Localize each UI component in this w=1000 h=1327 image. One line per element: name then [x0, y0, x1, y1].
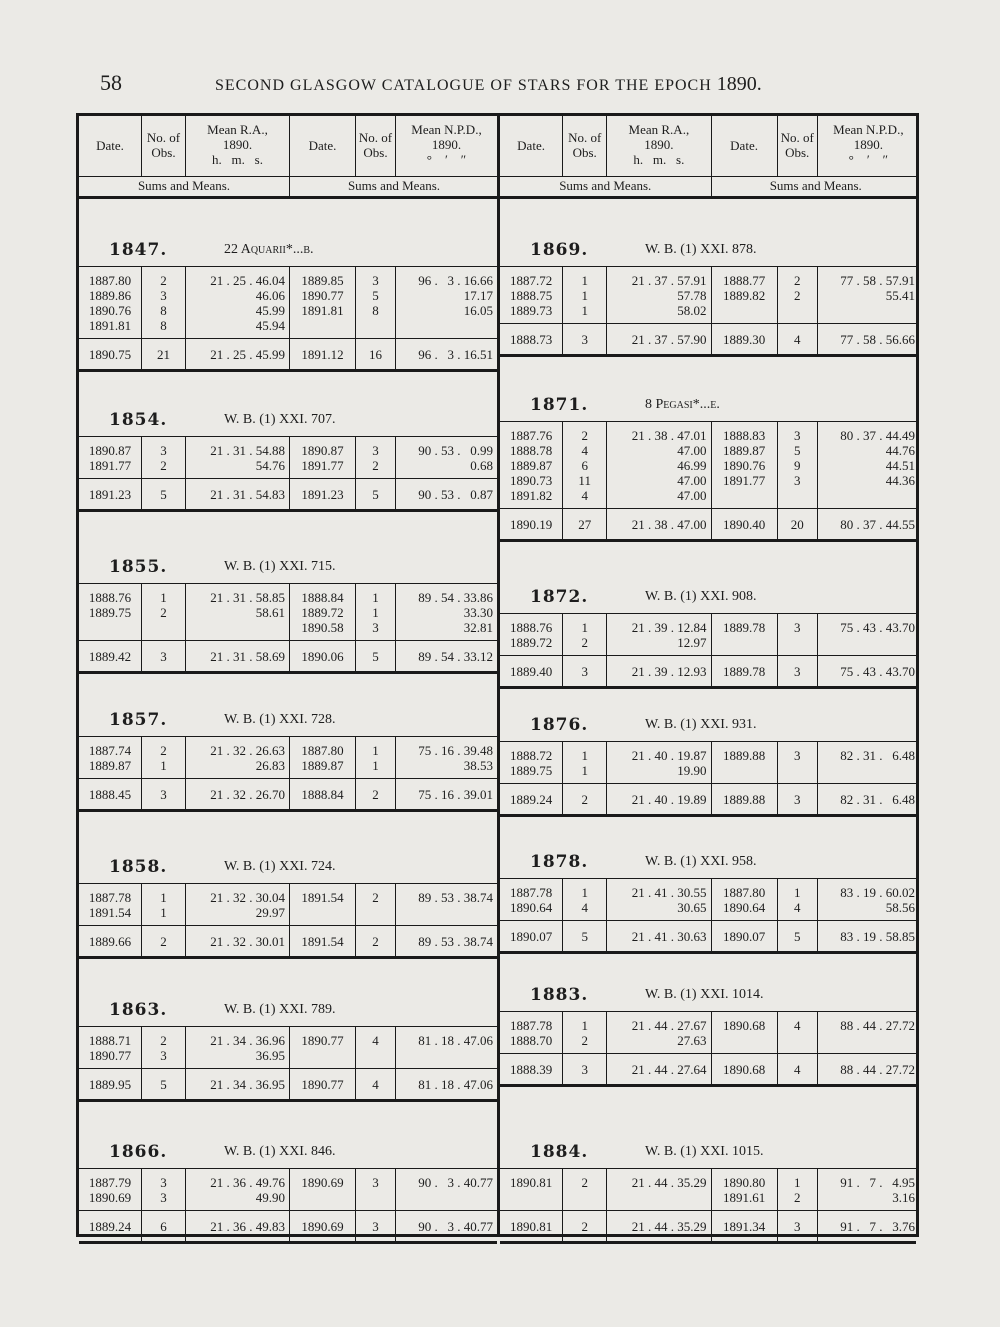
obs-counts-npd: 3 2: [355, 437, 395, 479]
mean-ra-values: 21 . 44 . 27.67 27.63: [606, 1012, 710, 1054]
sums-and-means-row: [500, 323, 916, 357]
sum-value: 3: [562, 324, 606, 354]
obs-dates-ra: 1888.76 1889.75: [88, 590, 132, 620]
sum-value: 1888.73: [509, 332, 553, 347]
obs-dates-npd: 1889.88: [711, 742, 777, 784]
obs-counts-npd: 3 5 8: [355, 267, 395, 339]
star-number: 1854.: [109, 410, 168, 430]
star-designation: 8 Pegasi*...ε.: [645, 397, 720, 412]
sum-value: 2: [355, 926, 395, 956]
star-designation: W. B. (1) XXI. 724.: [224, 859, 336, 874]
sums-and-means-row: [500, 920, 916, 954]
sum-value: 1889.24: [509, 792, 553, 807]
star-entry-title: [79, 1128, 497, 1168]
sums-and-means-row: [79, 640, 497, 674]
sum-value: 75 . 16 . 39.01: [395, 779, 497, 809]
sum-value: 1891.23: [289, 479, 355, 509]
star-number: 1866.: [109, 1142, 168, 1162]
sum-value: 77 . 58 . 56.66: [817, 324, 919, 354]
obs-counts-ra: 1 2: [562, 1012, 606, 1054]
obs-dates-npd: 1888.83 1889.87 1890.76 1891.77: [711, 422, 777, 509]
sum-value: 75 . 43 . 43.70: [817, 656, 919, 686]
obs-dates-npd: 1889.78: [711, 614, 777, 656]
sum-value: 1889.30: [711, 324, 777, 354]
mean-ra-values: 21 . 40 . 19.87 19.90: [606, 742, 710, 784]
observation-rows: [500, 266, 916, 324]
sum-value: 5: [355, 479, 395, 509]
sum-value: 21 . 38 . 47.00: [606, 509, 710, 539]
running-head: [215, 73, 762, 96]
sum-value: 21 . 37 . 57.90: [606, 324, 710, 354]
star-number: 1863.: [109, 1000, 168, 1020]
star-number: 1871.: [530, 395, 589, 415]
sum-value: 1889.88: [711, 784, 777, 814]
sum-value: 27: [562, 509, 606, 539]
sum-value: 3: [562, 1054, 606, 1084]
star-designation: W. B. (1) XXI. 728.: [224, 712, 336, 727]
star-entry-title: [500, 573, 916, 613]
obs-dates-ra: 1888.72 1889.75: [509, 748, 553, 778]
obs-counts-ra: 2 1: [141, 737, 185, 779]
star-number: 1855.: [109, 557, 168, 577]
star-number: 1884.: [530, 1142, 589, 1162]
star-entry: [79, 226, 497, 368]
star-entry-title: [500, 226, 916, 266]
mean-ra-values: 21 . 32 . 30.04 29.97: [185, 884, 289, 926]
sum-value: 2: [141, 926, 185, 956]
sum-value: 90 . 53 . 0.87: [395, 479, 497, 509]
header-mean-ra: Mean R.A., 1890. h. m. s.: [185, 116, 289, 176]
page-number: 58: [100, 70, 122, 95]
mean-npd-values: 91 . 7 . 4.95 3.16: [817, 1169, 919, 1211]
sum-value: 3: [777, 656, 817, 686]
sum-value: 5: [141, 479, 185, 509]
sum-value: 80 . 37 . 44.55: [817, 509, 919, 539]
obs-counts-ra: 1 4: [562, 879, 606, 921]
sum-value: 1888.39: [509, 1062, 553, 1077]
obs-counts-ra: 1 2: [141, 584, 185, 641]
star-entry: [500, 1128, 916, 1240]
observation-rows: [79, 266, 497, 339]
header-no-obs: No. of Obs.: [777, 116, 817, 176]
sum-value: 1890.40: [711, 509, 777, 539]
sum-value: 1889.42: [88, 649, 132, 664]
star-number: 1878.: [530, 852, 589, 872]
sum-value: 1890.07: [711, 921, 777, 951]
obs-dates-ra: 1887.74 1889.87: [88, 743, 132, 773]
mean-npd-values: 90 . 53 . 0.99 0.68: [395, 437, 497, 479]
sum-value: 1890.19: [509, 517, 553, 532]
sum-value: 90 . 3 . 40.77: [395, 1211, 497, 1241]
sums-and-means-label: Sums and Means.: [711, 176, 920, 196]
sum-value: 1888.84: [289, 779, 355, 809]
obs-dates-npd: 1890.80 1891.61: [711, 1169, 777, 1211]
mean-ra-values: 21 . 44 . 35.29: [606, 1169, 710, 1211]
obs-counts-ra: 1 1: [141, 884, 185, 926]
mean-npd-values: 77 . 58 . 57.91 55.41: [817, 267, 919, 324]
column-header: [79, 116, 497, 199]
sum-value: 1890.75: [88, 347, 132, 362]
star-entry: [500, 971, 916, 1083]
mean-ra-values: 21 . 37 . 57.91 57.78 58.02: [606, 267, 710, 324]
sum-value: 4: [777, 1054, 817, 1084]
sum-value: 1891.23: [88, 487, 132, 502]
sum-value: 21 . 44 . 35.29: [606, 1211, 710, 1241]
star-designation: W. B. (1) XXI. 1015.: [645, 1144, 764, 1159]
star-entry: [79, 1128, 497, 1240]
obs-dates-ra: 1888.71 1890.77: [88, 1033, 132, 1063]
sum-value: 6: [141, 1211, 185, 1241]
mean-npd-values: 88 . 44 . 27.72: [817, 1012, 919, 1054]
sum-value: 3: [562, 656, 606, 686]
sums-and-means-row: [500, 783, 916, 817]
obs-counts-ra: 1 1: [562, 742, 606, 784]
mean-ra-values: 21 . 34 . 36.96 36.95: [185, 1027, 289, 1069]
obs-counts-ra: 3 2: [141, 437, 185, 479]
mean-npd-values: 82 . 31 . 6.48: [817, 742, 919, 784]
star-number: 1858.: [109, 857, 168, 877]
obs-counts-ra: 3 3: [141, 1169, 185, 1211]
sum-value: 21 . 31 . 58.69: [185, 641, 289, 671]
obs-dates-npd: 1888.77 1889.82: [711, 267, 777, 324]
sum-value: 1890.69: [289, 1211, 355, 1241]
star-entry-title: [500, 381, 916, 421]
obs-counts-npd: 3: [355, 1169, 395, 1211]
star-designation: W. B. (1) XXI. 715.: [224, 559, 336, 574]
header-no-obs: No. of Obs.: [355, 116, 395, 176]
obs-counts-ra: 1 1 1: [562, 267, 606, 324]
mean-npd-values: 89 . 53 . 38.74: [395, 884, 497, 926]
obs-dates-npd: 1889.85 1890.77 1891.81: [289, 267, 355, 339]
star-entry-title: [500, 838, 916, 878]
mean-npd-values: 96 . 3 . 16.66 17.17 16.05: [395, 267, 497, 339]
obs-dates-npd: 1890.69: [289, 1169, 355, 1211]
sums-and-means-label: Sums and Means.: [559, 178, 652, 193]
obs-dates-npd: 1890.68: [711, 1012, 777, 1054]
mean-npd-values: 75 . 43 . 43.70: [817, 614, 919, 656]
star-entry: [500, 381, 916, 538]
sums-and-means-label: Sums and Means.: [137, 178, 231, 193]
star-number: 1876.: [530, 715, 589, 735]
sum-value: 3: [355, 1211, 395, 1241]
star-designation: W. B. (1) XXI. 707.: [224, 412, 336, 427]
sum-value: 5: [141, 1069, 185, 1099]
obs-dates-ra: 1887.78 1888.70: [509, 1018, 553, 1048]
sum-value: 1890.77: [289, 1069, 355, 1099]
mean-ra-values: 21 . 31 . 58.85 58.61: [185, 584, 289, 641]
observation-rows: [79, 436, 497, 479]
star-designation: W. B. (1) XXI. 908.: [645, 589, 757, 604]
sum-value: 5: [355, 641, 395, 671]
star-entry: [79, 543, 497, 670]
obs-dates-ra: 1890.87 1891.77: [88, 443, 132, 473]
star-designation: W. B. (1) XXI. 846.: [224, 1144, 336, 1159]
obs-dates-npd: 1890.87 1891.77: [289, 437, 355, 479]
star-designation: W. B. (1) XXI. 878.: [645, 242, 757, 257]
sums-and-means-row: [79, 1068, 497, 1102]
sum-value: 3: [777, 1211, 817, 1241]
star-entry-title: [79, 543, 497, 583]
star-entry: [500, 226, 916, 353]
mean-npd-values: 75 . 16 . 39.48 38.53: [395, 737, 497, 779]
sum-value: 21 . 39 . 12.93: [606, 656, 710, 686]
sum-value: 1890.07: [509, 929, 553, 944]
mean-ra-values: 21 . 25 . 46.04 46.06 45.99 45.94: [185, 267, 289, 339]
sum-value: 1890.68: [711, 1054, 777, 1084]
sum-value: 88 . 44 . 27.72: [817, 1054, 919, 1084]
star-designation: W. B. (1) XXI. 789.: [224, 1002, 336, 1017]
sum-value: 1890.81: [509, 1219, 553, 1234]
observation-rows: [500, 421, 916, 509]
obs-counts-npd: 3: [777, 742, 817, 784]
running-head-title: SECOND GLASGOW CATALOGUE OF STARS FOR THE EPOCH: [215, 77, 712, 94]
header-date: Date.: [711, 116, 777, 176]
observation-rows: [500, 1168, 916, 1211]
observation-rows: [79, 883, 497, 926]
sum-value: 1889.95: [88, 1077, 132, 1092]
sum-value: 91 . 7 . 3.76: [817, 1211, 919, 1241]
obs-dates-ra: 1887.72 1888.75 1889.73: [509, 273, 553, 318]
star-number: 1857.: [109, 710, 168, 730]
star-designation: W. B. (1) XXI. 1014.: [645, 987, 764, 1002]
mean-npd-values: 89 . 54 . 33.86 33.30 32.81: [395, 584, 497, 641]
obs-counts-npd: 1 4: [777, 879, 817, 921]
mean-ra-values: 21 . 31 . 54.88 54.76: [185, 437, 289, 479]
obs-dates-ra: 1890.81: [509, 1175, 553, 1190]
sum-value: 1891.34: [711, 1211, 777, 1241]
mean-ra-values: 21 . 36 . 49.76 49.90: [185, 1169, 289, 1211]
sum-value: 2: [355, 779, 395, 809]
obs-counts-ra: 2 4 6 11 4: [562, 422, 606, 509]
sum-value: 3: [777, 784, 817, 814]
sum-value: 4: [777, 324, 817, 354]
obs-dates-ra: 1887.80 1889.86 1890.76 1891.81: [88, 273, 132, 333]
sum-value: 21 . 44 . 27.64: [606, 1054, 710, 1084]
star-entry-title: [500, 971, 916, 1011]
sums-and-means-label: Sums and Means.: [289, 176, 498, 196]
star-entry: [500, 701, 916, 813]
obs-counts-npd: 3: [777, 614, 817, 656]
star-entry: [79, 843, 497, 955]
obs-counts-ra: 1 2: [562, 614, 606, 656]
obs-dates-npd: 1887.80 1890.64: [711, 879, 777, 921]
observation-rows: [500, 1011, 916, 1054]
star-number: 1847.: [109, 240, 168, 260]
obs-counts-npd: 1 1 3: [355, 584, 395, 641]
star-entry-title: [79, 843, 497, 883]
sum-value: 21 . 40 . 19.89: [606, 784, 710, 814]
sum-value: 21 . 36 . 49.83: [185, 1211, 289, 1241]
mean-npd-values: 80 . 37 . 44.49 44.76 44.51 44.36: [817, 422, 919, 509]
star-entry: [500, 573, 916, 685]
obs-dates-ra: 1887.76 1888.78 1889.87 1890.73 1891.82: [509, 428, 553, 503]
star-entry-title: [79, 986, 497, 1026]
obs-counts-ra: 2 3: [141, 1027, 185, 1069]
column-header: [500, 116, 916, 199]
sum-value: 21 . 31 . 54.83: [185, 479, 289, 509]
obs-dates-ra: 1888.76 1889.72: [509, 620, 553, 650]
star-entry-title: [79, 226, 497, 266]
sum-value: 81 . 18 . 47.06: [395, 1069, 497, 1099]
sum-value: 1891.12: [289, 339, 355, 369]
header-mean-npd: Mean N.P.D., 1890. ° ′ ″: [395, 116, 497, 176]
running-head-epoch: 1890.: [716, 73, 762, 95]
star-entry: [79, 396, 497, 508]
observation-rows: [79, 1168, 497, 1211]
sums-and-means-row: [500, 655, 916, 689]
mean-ra-values: 21 . 41 . 30.55 30.65: [606, 879, 710, 921]
mean-npd-values: 81 . 18 . 47.06: [395, 1027, 497, 1069]
sums-and-means-row: [500, 1053, 916, 1087]
sums-and-means-row: [79, 1210, 497, 1244]
sum-value: 21 . 32 . 26.70: [185, 779, 289, 809]
header-date: Date.: [289, 116, 355, 176]
obs-counts-npd: 1 2: [777, 1169, 817, 1211]
sum-value: 21 . 41 . 30.63: [606, 921, 710, 951]
right-column: [497, 116, 916, 1234]
obs-dates-npd: 1891.54: [289, 884, 355, 926]
star-entry: [500, 838, 916, 950]
observation-rows: [79, 736, 497, 779]
sum-value: 1889.40: [509, 664, 553, 679]
sum-value: 16: [355, 339, 395, 369]
sum-value: 3: [141, 779, 185, 809]
obs-counts-npd: 2: [355, 884, 395, 926]
sum-value: 1889.24: [88, 1219, 132, 1234]
sums-and-means-row: [79, 338, 497, 372]
sum-value: 96 . 3 . 16.51: [395, 339, 497, 369]
sum-value: 21 . 25 . 45.99: [185, 339, 289, 369]
sums-and-means-row: [79, 925, 497, 959]
star-number: 1869.: [530, 240, 589, 260]
obs-counts-npd: 2 2: [777, 267, 817, 324]
sum-value: 2: [562, 784, 606, 814]
sum-value: 21 . 32 . 30.01: [185, 926, 289, 956]
observation-rows: [79, 1026, 497, 1069]
sums-and-means-row: [500, 508, 916, 542]
header-mean-ra: Mean R.A., 1890. h. m. s.: [606, 116, 710, 176]
obs-dates-ra: 1887.79 1890.69: [88, 1175, 132, 1205]
star-number: 1883.: [530, 985, 589, 1005]
obs-dates-npd: 1888.84 1889.72 1890.58: [289, 584, 355, 641]
star-entry: [79, 986, 497, 1098]
sum-value: 5: [562, 921, 606, 951]
obs-counts-npd: 1 1: [355, 737, 395, 779]
sum-value: 82 . 31 . 6.48: [817, 784, 919, 814]
obs-counts-npd: 4: [355, 1027, 395, 1069]
sum-value: 1888.45: [88, 787, 132, 802]
observation-rows: [79, 583, 497, 641]
header-date: Date.: [517, 138, 545, 153]
star-entry-title: [79, 396, 497, 436]
obs-counts-ra: 2: [562, 1169, 606, 1211]
sum-value: 1891.54: [289, 926, 355, 956]
header-no-obs: No. of Obs.: [141, 116, 185, 176]
header-no-obs: No. of Obs.: [562, 116, 606, 176]
observation-rows: [500, 878, 916, 921]
obs-dates-ra: 1887.78 1890.64: [509, 885, 553, 915]
mean-ra-values: 21 . 38 . 47.01 47.00 46.99 47.00 47.00: [606, 422, 710, 509]
obs-dates-ra: 1887.78 1891.54: [88, 890, 132, 920]
star-designation: W. B. (1) XXI. 931.: [645, 717, 757, 732]
observation-rows: [500, 613, 916, 656]
mean-npd-values: 83 . 19 . 60.02 58.56: [817, 879, 919, 921]
star-designation: W. B. (1) XXI. 958.: [645, 854, 757, 869]
sum-value: 2: [562, 1211, 606, 1241]
mean-ra-values: 21 . 32 . 26.63 26.83: [185, 737, 289, 779]
observation-rows: [500, 741, 916, 784]
mean-ra-values: 21 . 39 . 12.84 12.97: [606, 614, 710, 656]
star-entry-title: [500, 701, 916, 741]
sum-value: 1889.66: [88, 934, 132, 949]
sum-value: 83 . 19 . 58.85: [817, 921, 919, 951]
star-entry: [79, 696, 497, 808]
obs-counts-npd: 4: [777, 1012, 817, 1054]
sums-and-means-row: [79, 778, 497, 812]
sum-value: 21 . 34 . 36.95: [185, 1069, 289, 1099]
star-entry-title: [79, 696, 497, 736]
sum-value: 1890.06: [289, 641, 355, 671]
obs-dates-npd: 1890.77: [289, 1027, 355, 1069]
mean-npd-values: 90 . 3 . 40.77: [395, 1169, 497, 1211]
sums-and-means-row: [500, 1210, 916, 1244]
header-mean-npd: Mean N.P.D., 1890. ° ′ ″: [817, 116, 919, 176]
header-date: Date.: [96, 138, 124, 153]
star-designation: 22 Aquarii*...β.: [224, 242, 314, 257]
sum-value: 3: [141, 641, 185, 671]
obs-dates-npd: 1887.80 1889.87: [289, 737, 355, 779]
left-column: [79, 116, 497, 1234]
sum-value: 21: [141, 339, 185, 369]
sums-and-means-row: [79, 478, 497, 512]
column-header-row: [79, 116, 497, 177]
sum-value: 89 . 54 . 33.12: [395, 641, 497, 671]
sum-value: 20: [777, 509, 817, 539]
obs-counts-ra: 2 3 8 8: [141, 267, 185, 339]
sum-value: 5: [777, 921, 817, 951]
obs-counts-npd: 3 5 9 3: [777, 422, 817, 509]
sum-value: 89 . 53 . 38.74: [395, 926, 497, 956]
sum-value: 1889.78: [711, 656, 777, 686]
column-header-row: [500, 116, 916, 177]
star-number: 1872.: [530, 587, 589, 607]
star-entry-title: [500, 1128, 916, 1168]
sum-value: 4: [355, 1069, 395, 1099]
star-catalogue-table: [76, 113, 919, 1237]
